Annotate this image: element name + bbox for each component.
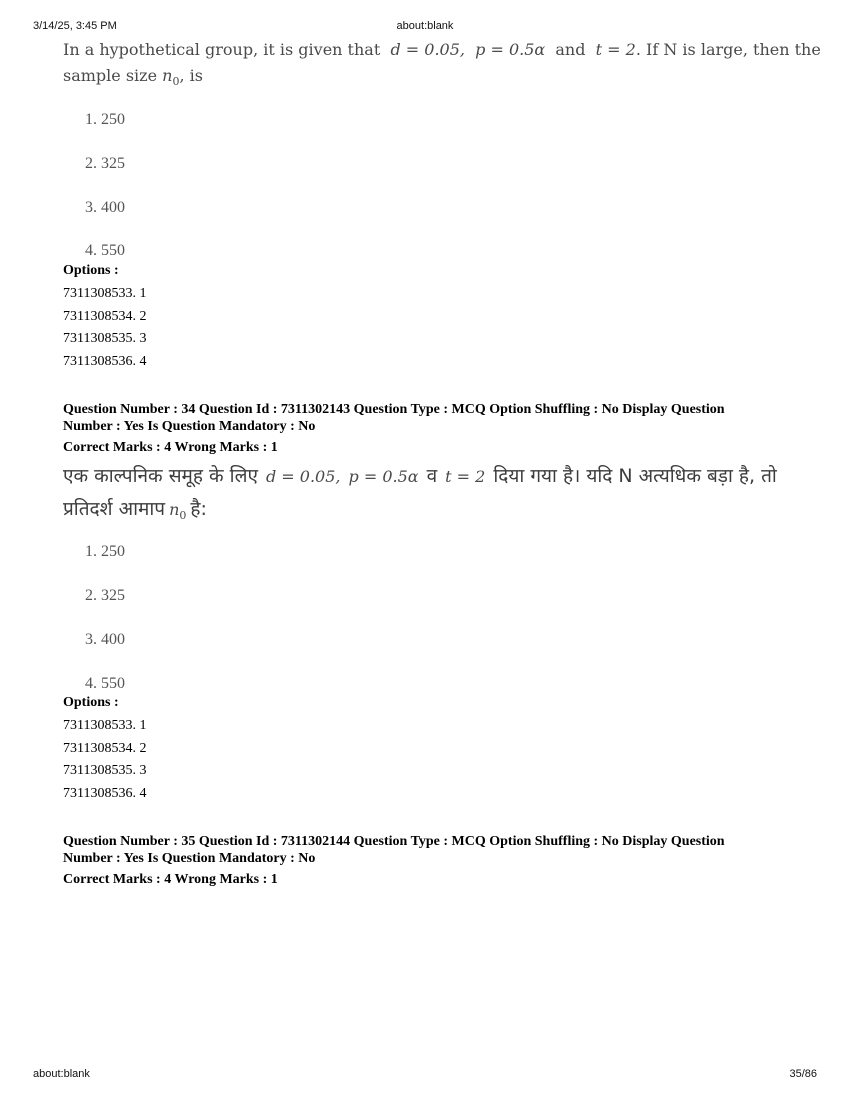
page-number: 35/86 (789, 1068, 817, 1080)
q33-options-label: Options : (63, 263, 119, 278)
q33-option: 7311308536. 4 (63, 354, 147, 369)
q34-text: एक काल्पनिक समूह के लिए (63, 465, 258, 487)
q34-choice: 2. 325 (85, 587, 125, 604)
q34-va: व (426, 465, 438, 487)
q34-n: n (169, 500, 180, 519)
q33-choice: 4. 550 (85, 242, 125, 259)
q33-choice: 1. 250 (85, 111, 125, 128)
q33-line2-text: sample size (63, 66, 158, 85)
q34-marks: Correct Marks : 4 Wrong Marks : 1 (63, 440, 278, 455)
q34-d-eq: d = 0.05, (265, 467, 341, 486)
q34-n-sub: 0 (179, 509, 187, 523)
q33-question-line-2 (63, 66, 203, 88)
q34-option: 7311308535. 3 (63, 763, 147, 778)
q34-option: 7311308533. 1 (63, 718, 147, 733)
q33-text: In a hypothetical group, it is given that (63, 40, 381, 59)
q33-d-eq: d = 0.05, (390, 40, 465, 59)
q34-question-line-1 (63, 462, 777, 488)
q33-line2-post: , is (179, 66, 203, 85)
q34-meta-line-1: Question Number : 34 Question Id : 7311302143 Question Type : MCQ Option Shuffling : No Display Question (63, 402, 725, 417)
footer-url: about:blank (33, 1068, 90, 1080)
q33-question-line-1 (63, 40, 821, 59)
q34-choice: 1. 250 (85, 543, 125, 560)
q33-n: n (162, 66, 173, 85)
q34-option: 7311308536. 4 (63, 786, 147, 801)
q33-and: and (555, 40, 586, 59)
q34-t-eq: t = 2 (445, 467, 486, 486)
q34-option: 7311308534. 2 (63, 741, 147, 756)
q33-p-eq: p = 0.5α (475, 40, 546, 59)
print-title: about:blank (396, 20, 454, 32)
q33-t-eq: t = 2 (595, 40, 636, 59)
q34-choice: 3. 400 (85, 631, 125, 648)
q33-option: 7311308535. 3 (63, 331, 147, 346)
q34-meta-line-2: Number : Yes Is Question Mandatory : No (63, 419, 316, 434)
print-footer (0, 1068, 850, 1082)
q33-option: 7311308534. 2 (63, 309, 147, 324)
q34-line2-post: है: (190, 498, 207, 520)
q33-n-sub: 0 (172, 75, 180, 89)
q35-meta-line-1: Question Number : 35 Question Id : 7311302144 Question Type : MCQ Option Shuffling : No Display Question (63, 834, 725, 849)
q34-options-label: Options : (63, 695, 119, 710)
q33-choice: 2. 325 (85, 155, 125, 172)
q35-meta-line-2: Number : Yes Is Question Mandatory : No (63, 851, 316, 866)
q34-line2-text: प्रतिदर्श आमाप (63, 498, 166, 520)
q34-choice: 4. 550 (85, 675, 125, 692)
q34-question-line-2 (63, 495, 207, 522)
q33-text-post: . If N is large, then the (635, 40, 821, 59)
q33-choice: 3. 400 (85, 199, 125, 216)
q35-marks: Correct Marks : 4 Wrong Marks : 1 (63, 872, 278, 887)
q34-text-post: दिया गया है। यदि N अत्यधिक बड़ा है, तो (493, 465, 777, 487)
print-datetime: 3/14/25, 3:45 PM (33, 20, 117, 32)
q34-p-eq: p = 0.5α (348, 467, 419, 486)
q33-option: 7311308533. 1 (63, 286, 147, 301)
print-header (0, 20, 850, 34)
